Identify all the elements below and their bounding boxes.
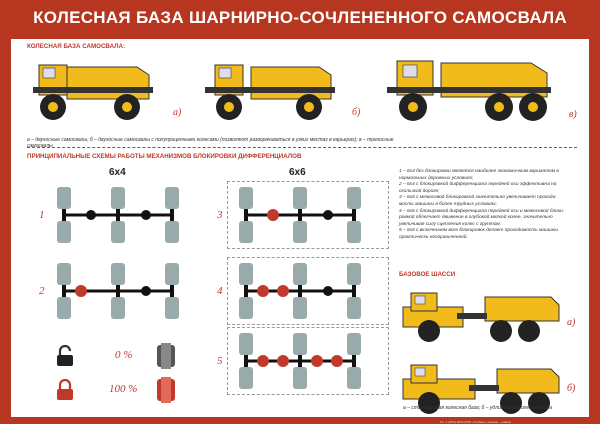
wheel-base-caption: а – двухосные самосвалы; б – двухосные самосвалы с полуприцепными колесами (позволяют разворачиваться в узких местах в карьерах); в – трехосные самосвалы bbox=[27, 137, 394, 149]
separator-line bbox=[27, 147, 577, 148]
section-base-chassis: БАЗОВОЕ ШАССИ bbox=[399, 271, 456, 278]
scheme-6x4-front-lock bbox=[51, 261, 201, 321]
truck-label-v: в) bbox=[569, 109, 577, 120]
differential-gear-icon bbox=[155, 343, 177, 369]
note-line: ровкой облегчает движение в глубокой мягкой колее, значительно bbox=[399, 215, 553, 221]
note-line: практически неограниченной. bbox=[399, 234, 468, 240]
box-row-5 bbox=[227, 327, 389, 395]
poster-sheet bbox=[11, 39, 589, 417]
note-line: 4 – 6х6 с блокировкой дифференциала передней оси и межосевой блоки- bbox=[399, 208, 565, 214]
chassis-caption: а – стандартная колесная база; б – удлиненная колесная база bbox=[403, 405, 552, 411]
truck-three-axle-illustration bbox=[381, 55, 561, 125]
legend-unlocked-percent: 0 % bbox=[115, 349, 133, 361]
chassis-label-b: б) bbox=[567, 383, 576, 394]
scheme-6x4-no-lock bbox=[51, 185, 201, 245]
section-schemes: ПРИНЦИПИАЛЬНЫЕ СХЕМЫ РАБОТЫ МЕХАНИЗМОВ БЛОКИРОВКИ ДИФФЕРЕНЦИАЛОВ bbox=[27, 153, 302, 160]
row-number-3: 3 bbox=[217, 209, 223, 221]
differential-locked-gear-icon bbox=[155, 377, 177, 403]
padlock-closed-icon bbox=[55, 379, 75, 401]
truck-two-axle-illustration bbox=[31, 57, 181, 127]
note-line: мость машины в более трудных условиях; bbox=[399, 201, 497, 207]
row-number-2: 2 bbox=[39, 285, 45, 297]
row-number-4: 4 bbox=[217, 285, 223, 297]
note-line: 3 – 6х6 с межосевой блокировкой значительно увеличивает проходи- bbox=[399, 195, 557, 201]
box-row-4 bbox=[227, 257, 389, 325]
chassis-standard-illustration bbox=[401, 285, 561, 345]
note-line: скользкой дороге; bbox=[399, 188, 440, 194]
truck-semi-trailer-illustration bbox=[201, 57, 351, 127]
note-line: увеличивая силу сцепления колес с грунтом; bbox=[399, 221, 502, 227]
box-row-3 bbox=[227, 181, 389, 249]
legend-locked-percent: 100 % bbox=[109, 383, 138, 395]
note-line: 1 – 6х4 без блокировки является наиболее экономичным вариантом в bbox=[399, 169, 559, 174]
note-line: нормальных дорожных условиях; bbox=[399, 175, 474, 181]
row-number-1: 1 bbox=[39, 209, 45, 221]
padlock-open-icon bbox=[55, 345, 75, 367]
chassis-label-a: а) bbox=[567, 317, 576, 328]
truck-label-a: а) bbox=[173, 107, 182, 118]
note-line: 5 – 6х6 с включением всех блокировок делает проходимость машины bbox=[399, 228, 558, 234]
notes-block bbox=[399, 169, 585, 242]
heading-6x4: 6х4 bbox=[109, 167, 126, 178]
truck-label-b: б) bbox=[352, 107, 361, 118]
row-number-5: 5 bbox=[217, 355, 223, 367]
page-title: КОЛЕСНАЯ БАЗА ШАРНИРНО-СОЧЛЕНЕННОГО САМОСВАЛА bbox=[33, 8, 567, 27]
heading-6x6: 6х6 bbox=[289, 167, 306, 178]
section-wheel-base: КОЛЕСНАЯ БАЗА САМОСВАЛА: bbox=[27, 43, 126, 50]
footer-imprint: Пл. 1 (30/1) 2016 ООО «Учебная техника» · plakaty bbox=[440, 420, 512, 424]
note-line: 2 – 6х4 с блокировкой дифференциала передней оси эффективна на bbox=[399, 182, 557, 188]
